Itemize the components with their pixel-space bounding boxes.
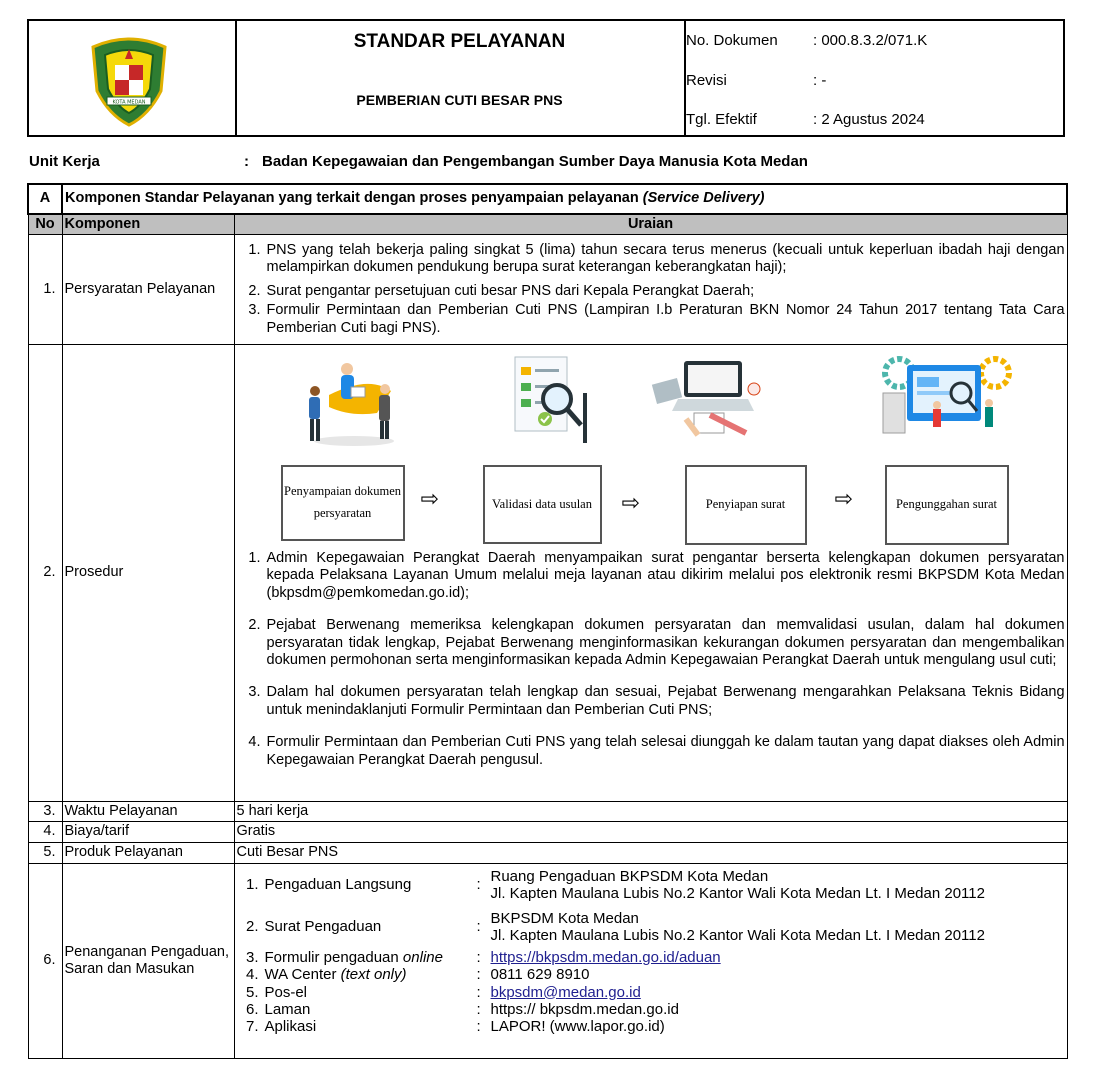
section-a-row bbox=[28, 184, 1067, 214]
channel-row: 6. Laman : https:// bkpsdm.medan.go.id bbox=[245, 1000, 679, 1018]
flow-arrow-icon: ⇨ bbox=[420, 487, 439, 512]
title-cell bbox=[235, 21, 686, 135]
channel-row: 3. Formulir pengaduan online : https://bkpsdm.medan.go.id/aduan bbox=[245, 949, 721, 966]
row-waktu bbox=[28, 802, 1067, 822]
service-desk-illustration bbox=[299, 355, 399, 447]
row-number: 1. bbox=[28, 235, 62, 345]
flow-step-pengunggahan: Pengunggahan surat bbox=[885, 465, 1009, 545]
row-number: 5. bbox=[28, 843, 62, 864]
logo-cell bbox=[29, 21, 237, 135]
row-number: 2. bbox=[28, 345, 62, 802]
row-prosedur bbox=[28, 345, 1067, 802]
list-item: 2. Surat pengantar persetujuan cuti besar PNS dari Kepala Perangkat Daerah; bbox=[265, 283, 1065, 300]
persyaratan-list bbox=[237, 242, 1065, 337]
row-number: 6. bbox=[28, 864, 62, 1059]
row-biaya bbox=[28, 822, 1067, 843]
unit-colon: : bbox=[244, 153, 249, 170]
row-value: Cuti Besar PNS bbox=[234, 843, 1067, 864]
row-produk bbox=[28, 843, 1067, 864]
row-value: 5 hari kerja bbox=[234, 802, 1067, 822]
flow-arrow-icon: ⇨ bbox=[834, 487, 853, 512]
upload-illustration bbox=[877, 349, 1013, 441]
list-item: 2. Pejabat Berwenang memeriksa kelengkapan dokumen persyaratan dan memvalidasi usulan, dalam hal dokumen persyaratan tidak lengkap, Pejabat Berwenang menginformasikan kekurangan dokumen persyaratan dan mengembalikan dokumen permohonan serta menginformasikan kepada Admin Kepegawaian Perangkat Daerah untuk mengulang usul cuti; bbox=[265, 617, 1065, 669]
channel-row: 2. Surat Pengaduan : BKPSDM Kota Medan Jl. Kapten Maulana Lubis No.2 Kantor Wali Kota Medan Lt. I Medan 20112 bbox=[245, 909, 985, 944]
list-item: 3. Formulir Permintaan dan Pemberian Cuti PNS (Lampiran I.b Peraturan BKN Nomor 24 Tahun 2017 tentang Tata Cara Pemberian Cuti bagi PNS). bbox=[265, 302, 1065, 337]
email-link[interactable]: bkpsdm@medan.go.id bbox=[490, 983, 641, 1001]
row-komponen: Prosedur bbox=[62, 345, 234, 802]
meta-tgl-efektif: Tgl. Efektif : 2 Agustus 2024 bbox=[686, 111, 925, 128]
row-pengaduan bbox=[28, 864, 1067, 1059]
row-komponen: Penanganan Pengaduan, Saran dan Masukan bbox=[62, 864, 234, 1059]
document-meta bbox=[684, 21, 1063, 135]
row-komponen: Produk Pelayanan bbox=[62, 843, 234, 864]
pengaduan-channels bbox=[237, 868, 1065, 1035]
unit-label: Unit Kerja bbox=[29, 153, 100, 170]
list-item: 3. Dalam hal dokumen persyaratan telah lengkap dan sesuai, Pejabat Berwenang mengarahkan Pelaksana Teknis Bidang untuk menindaklanjuti Formulir Permintaan dan Pemberian Cuti PNS; bbox=[265, 684, 1065, 719]
logo-ribbon-text: KOTA MEDAN bbox=[112, 99, 146, 106]
section-title: Komponen Standar Pelayanan yang terkait dengan proses penyampaian pelayanan (Service Delivery) bbox=[62, 184, 1067, 214]
aduan-link[interactable]: https://bkpsdm.medan.go.id/aduan bbox=[490, 949, 721, 966]
row-number: 3. bbox=[28, 802, 62, 822]
section-letter: A bbox=[28, 184, 62, 214]
meta-no-dokumen: No. Dokumen : 000.8.3.2/071.K bbox=[686, 32, 928, 49]
procedure-flowchart bbox=[237, 345, 1065, 541]
row-komponen: Waktu Pelayanan bbox=[62, 802, 234, 822]
row-persyaratan bbox=[28, 235, 1067, 345]
row-value: Gratis bbox=[234, 822, 1067, 843]
service-standard-table bbox=[27, 183, 1068, 1059]
channel-row: 1. Pengaduan Langsung : Ruang Pengaduan BKPSDM Kota Medan Jl. Kapten Maulana Lubis No.2 Kantor Wali Kota Medan Lt. I Medan 20112 bbox=[245, 868, 985, 903]
column-header-row bbox=[28, 214, 1067, 235]
col-no: No bbox=[28, 214, 62, 235]
flow-arrow-icon: ⇨ bbox=[621, 491, 640, 516]
col-uraian: Uraian bbox=[234, 214, 1067, 235]
channel-row: 4. WA Center (text only) : 0811 629 8910 bbox=[245, 966, 590, 984]
channel-row: 7. Aplikasi : LAPOR! (www.lapor.go.id) bbox=[245, 1018, 665, 1035]
flow-step-penyiapan: Penyiapan surat bbox=[685, 465, 807, 545]
row-komponen: Persyaratan Pelayanan bbox=[62, 235, 234, 345]
unit-value: Badan Kepegawaian dan Pengembangan Sumber Daya Manusia Kota Medan bbox=[262, 153, 808, 170]
letter-preparation-illustration bbox=[650, 359, 766, 437]
flow-step-penyampaian: Penyampaian dokumen persyaratan bbox=[281, 465, 405, 541]
channel-row: 5. Pos-el : bkpsdm@medan.go.id bbox=[245, 983, 641, 1001]
list-item: 1. PNS yang telah bekerja paling singkat 5 (lima) tahun secara terus menerus (kecuali untuk keperluan ibadah haji dengan melampirkan dokumen pendukung berupa surat keterangan keberangkatan haji); bbox=[265, 242, 1065, 277]
list-item: 1. Admin Kepegawaian Perangkat Daerah menyampaikan surat pengantar berserta kelengkapan dokumen persyaratan kepada Pelaksana Layanan Umum melalui meja layanan atau dikirim melalui pos elektronik resmi BKPSDM Kota Medan (bkpsdm@pemkomedan.go.id); bbox=[265, 550, 1065, 602]
kota-medan-logo bbox=[87, 33, 171, 127]
row-komponen: Biaya/tarif bbox=[62, 822, 234, 843]
row-number: 4. bbox=[28, 822, 62, 843]
list-item: 4. Formulir Permintaan dan Pemberian Cuti PNS yang telah selesai diunggah ke dalam tautan yang dapat diakses oleh Admin Kepegawaian Perangkat Daerah pengusul. bbox=[265, 734, 1065, 769]
flow-step-validasi: Validasi data usulan bbox=[483, 465, 602, 544]
document-check-illustration bbox=[501, 353, 593, 449]
col-komponen: Komponen bbox=[62, 214, 234, 235]
prosedur-list bbox=[237, 550, 1065, 769]
page-title: STANDAR PELAYANAN bbox=[353, 31, 566, 52]
meta-revisi: Revisi : - bbox=[686, 72, 827, 89]
page-subtitle: PEMBERIAN CUTI BESAR PNS bbox=[356, 92, 563, 108]
document-header bbox=[27, 19, 1065, 137]
